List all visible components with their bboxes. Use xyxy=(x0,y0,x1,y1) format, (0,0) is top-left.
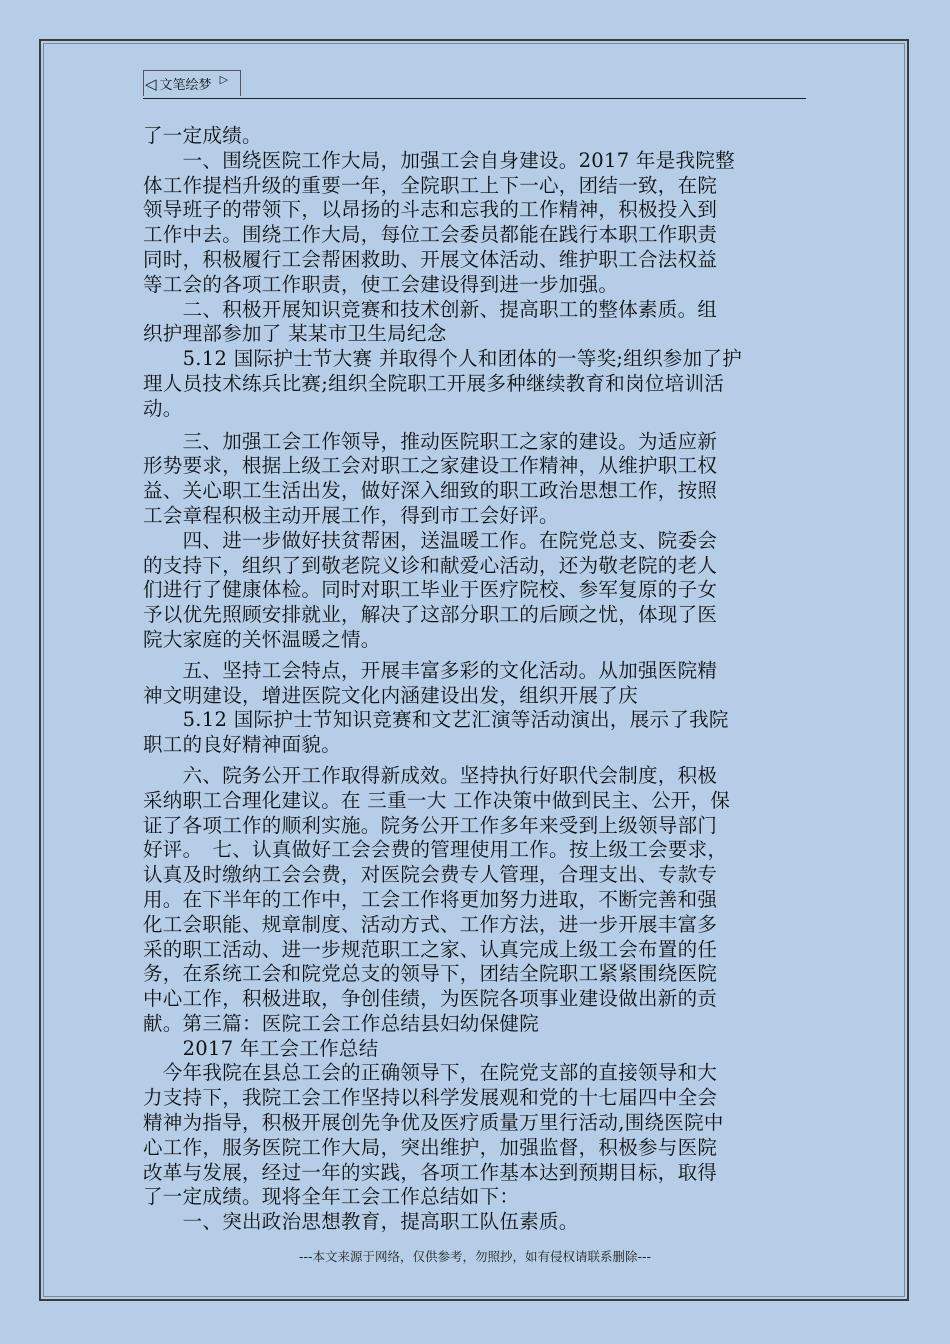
body-line: 证了各项工作的顺利实施。院务公开工作多年来受到上级领导部门 xyxy=(143,813,718,837)
body-line: 一、围绕医院工作大局，加强工会自身建设。2017 年是我院整 xyxy=(143,148,735,172)
body-line: 了一定成绩。现将全年工会工作总结如下： xyxy=(143,1185,520,1209)
document-body xyxy=(143,124,808,1235)
body-line: 心工作，服务医院工作大局，突出维护，加强监督，积极参与医院 xyxy=(143,1135,718,1159)
body-line: 五、坚持工会特点，开展丰富多彩的文化活动。从加强医院精 xyxy=(143,658,718,682)
body-line: 献。第三篇：医院工会工作总结县妇幼保健院 xyxy=(143,1011,540,1035)
body-line: 精神为指导，积极开展创先争优及医疗质量万里行活动,围绕医院中 xyxy=(143,1111,724,1135)
triangle-right-icon: ▷ xyxy=(219,73,229,86)
body-line: 一、突出政治思想教育，提高职工队伍素质。 xyxy=(143,1210,579,1234)
body-line: 今年我院在县总工会的正确领导下，在院党支部的直接领导和大 xyxy=(143,1061,718,1085)
body-line: 形势要求，根据上级工会对职工之家建设工作精神，从维护职工权 xyxy=(143,454,718,478)
body-line: 院大家庭的关怀温暖之情。 xyxy=(143,627,381,651)
body-line: 六、院务公开工作取得新成效。坚持执行好职代会制度，积极 xyxy=(143,763,718,787)
body-line: 三、加强工会工作领导，推动医院职工之家的建设。为适应新 xyxy=(143,429,718,453)
body-line: 予以优先照顾安排就业，解决了这部分职工的后顾之忧，体现了医 xyxy=(143,603,718,627)
header-title-box xyxy=(143,70,241,96)
body-line: 动。 xyxy=(143,396,183,420)
body-line: 了一定成绩。 xyxy=(143,124,262,147)
body-line: 等工会的各项工作职责，使工会建设得到进一步加强。 xyxy=(143,272,619,296)
body-line: 益、关心职工生活出发，做好深入细致的职工政治思想工作，按照 xyxy=(143,479,718,503)
body-line: 认真及时缴纳工会会费，对医院会费专人管理，合理支出、专款专 xyxy=(143,863,718,887)
body-line: 改革与发展，经过一年的实践，各项工作基本达到预期目标，取得 xyxy=(143,1160,718,1184)
body-line: 同时，积极履行工会帮困救助、开展文体活动、维护职工合法权益 xyxy=(143,247,718,271)
body-line: 领导班子的带领下，以昂扬的斗志和忘我的工作精神，积极投入到 xyxy=(143,198,718,222)
paragraph-gap xyxy=(143,422,808,430)
triangle-left-icon: ◁ xyxy=(145,74,157,93)
body-line: 用。在下半年的工作中，工会工作将更加努力进取，不断完善和强 xyxy=(143,887,718,911)
body-line: 好评。 七、认真做好工会会费的管理使用工作。按上级工会要求， xyxy=(143,838,728,862)
body-line: 理人员技术练兵比赛;组织全院职工开展多种继续教育和岗位培训活 xyxy=(143,371,725,395)
body-line: 职工的良好精神面貌。 xyxy=(143,733,342,757)
body-line: 工作中去。围绕工作大局，每位工会委员都能在践行本职工作职责 xyxy=(143,223,718,247)
body-line: 5.12 国际护士节大赛 并取得个人和团体的一等奖;组织参加了护 xyxy=(143,347,743,371)
body-line: 2017 年工会工作总结 xyxy=(143,1036,379,1060)
body-line: 们进行了健康体检。同时对职工毕业于医疗院校、参军复原的子女 xyxy=(143,578,718,602)
body-line: 四、进一步做好扶贫帮困，送温暖工作。在院党总支、院委会 xyxy=(143,528,718,552)
body-line: 二、积极开展知识竞赛和技术创新、提高职工的整体素质。组 xyxy=(143,297,718,321)
header-title: 文笔绘梦 xyxy=(159,78,212,93)
document-header xyxy=(143,70,806,99)
body-line: 工会章程积极主动开展工作，得到市工会好评。 xyxy=(143,503,559,527)
body-line: 务，在系统工会和院党总支的领导下，团结全院职工紧紧围绕医院 xyxy=(143,962,718,986)
body-line: 采纳职工合理化建议。在 三重一大 工作决策中做到民主、公开，保 xyxy=(143,788,731,812)
body-line: 的支持下，组织了到敬老院义诊和献爱心活动，还为敬老院的老人 xyxy=(143,553,718,577)
body-line: 体工作提档升级的重要一年，全院职工上下一心，团结一致，在院 xyxy=(143,173,718,197)
body-line: 采的职工活动、进一步规范职工之家、认真完成上级工会布置的任 xyxy=(143,937,718,961)
body-line: 化工会职能、规章制度、活动方式、工作方法，进一步开展丰富多 xyxy=(143,912,718,936)
body-line: 5.12 国际护士节知识竞赛和文艺汇演等活动演出，展示了我院 xyxy=(143,708,729,732)
body-line: 力支持下，我院工会工作坚持以科学发展观和党的十七届四中全会 xyxy=(143,1086,718,1110)
body-line: 神文明建设，增进医院文化内涵建设出发，组织开展了庆 xyxy=(143,683,639,707)
body-line: 中心工作，积极进取，争创佳绩，为医院各项事业建设做出新的贡 xyxy=(143,987,718,1011)
footer-disclaimer: ---本文来源于网络，仅供参考，勿照抄，如有侵权请联系删除--- xyxy=(298,1249,652,1264)
body-line: 织护理部参加了 某某市卫生局纪念 xyxy=(143,322,447,346)
